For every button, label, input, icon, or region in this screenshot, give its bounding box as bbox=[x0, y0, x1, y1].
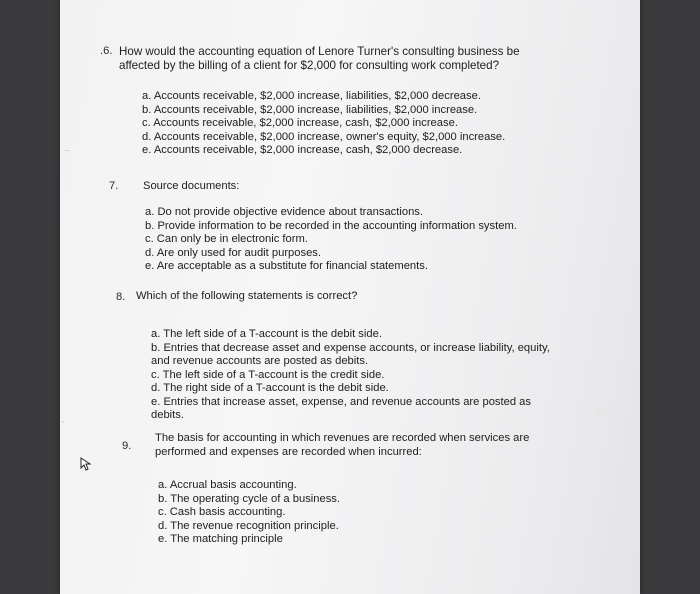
question-6-option-b: b. Accounts receivable, $2,000 increase, liabilities, $2,000 increase. bbox=[142, 103, 478, 116]
question-8-options bbox=[151, 328, 550, 423]
pencil-mark-icon: ~ bbox=[64, 146, 70, 157]
question-7-option-a: a. Do not provide objective evidence about transactions. bbox=[145, 206, 423, 218]
question-7-option-d: d. Are only used for audit purposes. bbox=[145, 246, 322, 259]
question-6-line-1: How would the accounting equation of Lenore Turner's consulting business be bbox=[119, 45, 520, 58]
pencil-mark-icon: · bbox=[598, 408, 602, 419]
question-8-text: Which of the following statements is correct? bbox=[136, 290, 358, 302]
question-9-line-1: The basis for accounting in which revenues are recorded when services are bbox=[155, 432, 530, 444]
question-8-number: 8. bbox=[116, 291, 126, 303]
question-6-line-2: affected by the billing of a client for $2,000 for consulting work completed? bbox=[119, 59, 500, 72]
question-7-options bbox=[145, 206, 517, 274]
question-6-option-d: d. Accounts receivable, $2,000 increase, owner's equity, $2,000 increase. bbox=[142, 130, 506, 143]
question-6-number: .6. bbox=[100, 45, 113, 57]
question-8-option-d: d. The right side of a T-account is the debit side. bbox=[151, 382, 389, 394]
question-9-option-d: d. The revenue recognition principle. bbox=[158, 519, 339, 532]
question-7-number: 7. bbox=[109, 180, 119, 192]
question-9-option-c: c. Cash basis accounting. bbox=[158, 506, 286, 518]
question-8-option-e: e. Entries that increase asset, expense, and revenue accounts are posted as bbox=[151, 395, 531, 408]
question-8-option-a: a. The left side of a T-account is the debit side. bbox=[151, 328, 382, 340]
question-6-option-a: a. Accounts receivable, $2,000 increase, liabilities, $2,000 decrease. bbox=[142, 90, 481, 102]
question-8-option-b: b. Entries that decrease asset and expense accounts, or increase liability, equity, bbox=[151, 341, 550, 354]
question-9-option-a: a. Accrual basis accounting. bbox=[158, 479, 297, 491]
question-9-option-e: e. The matching principle bbox=[158, 533, 283, 545]
question-9-number: 9. bbox=[122, 440, 132, 452]
question-9-line-2: performed and expenses are recorded when incurred: bbox=[155, 446, 422, 458]
pointer-cursor-icon bbox=[80, 457, 92, 471]
question-7-text: Source documents: bbox=[143, 180, 240, 192]
question-6-option-c: c. Accounts receivable, $2,000 increase, cash, $2,000 increase. bbox=[142, 117, 458, 129]
question-6-options bbox=[142, 90, 505, 158]
pencil-mark-icon: ' bbox=[62, 420, 64, 431]
question-9-option-b: b. The operating cycle of a business. bbox=[158, 492, 341, 505]
question-7-option-c: c. Can only be in electronic form. bbox=[145, 233, 308, 245]
question-6-option-e: e. Accounts receivable, $2,000 increase, cash, $2,000 decrease. bbox=[142, 144, 463, 156]
question-8-option-b-cont: and revenue accounts are posted as debits. bbox=[151, 355, 369, 367]
question-7-option-b: b. Provide information to be recorded in the accounting information system. bbox=[145, 219, 517, 232]
question-8-option-e-cont: debits. bbox=[151, 409, 184, 421]
question-8-option-c: c. The left side of a T-account is the credit side. bbox=[151, 368, 385, 381]
question-9-options bbox=[158, 479, 340, 547]
question-7-option-e: e. Are acceptable as a substitute for financial statements. bbox=[145, 260, 428, 272]
